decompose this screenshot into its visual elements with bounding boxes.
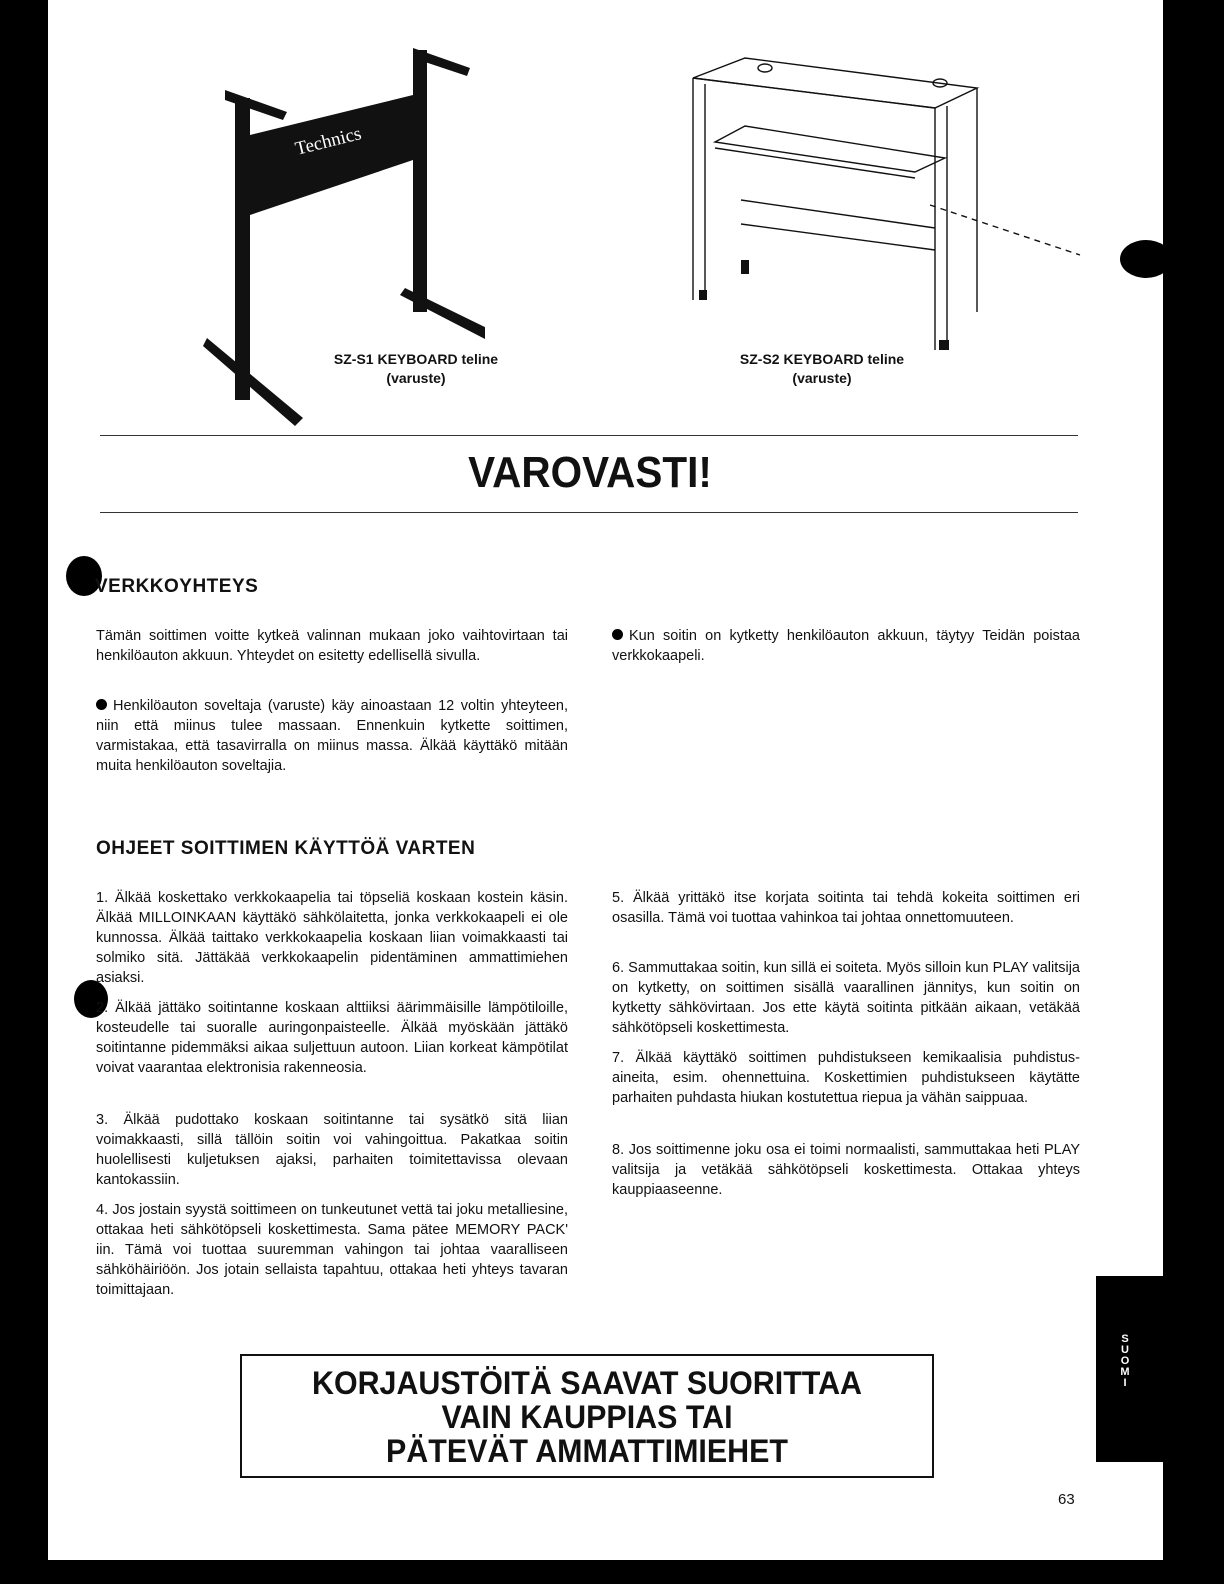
instruction-item-7: 7. Älkää käyttäkö soittimen puhdistukseen kemikaalisia puhdistus-aineita, esim. ohennettuina. Koskettimien puhdistukseen käytätte parhaiten puhdasta hiukan kostutettua riepua ja vähän saippuaa. (612, 1050, 1080, 1106)
sz-s2-caption-sub: (varuste) (792, 370, 852, 386)
scan-edge-left (0, 0, 48, 1584)
notice-line-1: KORJAUSTÖITÄ SAAVAT SUORITTAA (311, 1365, 862, 1401)
section-heading-verkkoyhteys: VERKKOYHTEYS (95, 576, 259, 597)
instruction-item-6: 6. Sammuttakaa soitin, kun sillä ei soiteta. Myös silloin kun PLAY valitsija on kytketty, on soittimen sisällä vaarallinen jännitys, kun soitin on kytketty sähkövirtaan. Jos ette käytä soitinta pitkään aikaan, vetäkää sähkötöpseli koskettimesta. (612, 960, 1080, 1036)
instruction-item-2: 2. Älkää jättäko soitintanne koskaan alttiiksi äärimmäisille lämpötiloille, kosteudelle tai suoralle auringonpaisteelle. Älkää myöskään jättäkö soitintanne pidemmäksi aikaa suljettuun autoon. Liian korkeat kämpötilat voivat vaarantaa elektronisia rakenneosia. (96, 1000, 568, 1076)
sz-s2-stand-illustration (685, 50, 1125, 360)
divider-top (100, 435, 1078, 436)
sz-s2-caption-title: SZ-S2 KEYBOARD teline (739, 351, 905, 367)
language-tab-label: SUOMI (1120, 1333, 1130, 1389)
notice-line-3: PÄTEVÄT AMMATTIMIEHET (386, 1433, 788, 1469)
notice-line-2: VAIN KAUPPIAS TAI (441, 1399, 733, 1435)
instruction-item-3: 3. Älkää pudottako koskaan soitintanne tai sysätkö sitä liian voimakkaasti, sillä tällöin soitin voi vahingoittua. Pakatkaa soitin huolellisesti kuljetuksen ajaksi, parhaiten toimitettavissa olevaan kantokassiin. (96, 1112, 568, 1188)
instruction-item-1: 1. Älkää koskettako verkkokaapelia tai töpseliä koskaan kostein käsin. Älkää MILLOINKAAN käyttäkö sähkölaitetta, jonka verkkokaapeli ei ole kunnossa. Älkää taittako verkkokaapelia koskaan liian voimakkaasti tai solmiko sitä. Jättäkää verkkokaapelin pidentäminen ammattimiehen asiaksi. (96, 890, 568, 986)
divider-bottom (100, 512, 1078, 513)
repair-notice-box (240, 1354, 934, 1478)
section1-right-paragraph-1-text: Kun soitin on kytketty henkilöauton akkuun, täytyy Teidän poistaa verkkokaapeli. (612, 628, 1080, 664)
scan-edge-bottom (0, 1560, 1224, 1584)
sz-s1-caption-title: SZ-S1 KEYBOARD teline (333, 351, 499, 367)
instruction-item-4: 4. Jos jostain syystä soittimeen on tunkeutunet vettä tai joku metalliesine, ottakaa heti sähkötöpseli koskettimesta. Sama pätee MEMORY PACK' iin. Tämä voi tuottaa suuremman vahingon tai johtaa vaaralliseen sähköhäiriöön. Jos jotain sellaista tapahtuu, ottakaa heti yhteys tavaran toimittajaan. (96, 1202, 568, 1298)
sz-s1-caption (306, 350, 526, 388)
bullet-icon (612, 629, 623, 640)
instruction-item-8: 8. Jos soittimenne joku osa ei toimi normaalisti, sammuttakaa heti PLAY valitsija ja vetäkää sähkötöpseli koskettimesta. Ottakaa yhteys kauppiaaseenne. (612, 1142, 1080, 1198)
section1-left-paragraph-2 (96, 696, 568, 776)
section-heading-ohjeet: OHJEET SOITTIMEN KÄYTTÖÄ VARTEN (96, 838, 476, 859)
language-tab (1096, 1276, 1163, 1462)
instruction-item-5: 5. Älkää yrittäkö itse korjata soitinta tai tehdä kokeita soittimen eri osasilla. Tämä voi tuottaa vahinkoa tai johtaa onnettomuuteen. (612, 890, 1080, 926)
section1-left-paragraph-1: Tämän soittimen voitte kytkeä valinnan mukaan joko vaihtovirtaan tai henkilöauton akkuun. Yhteydet on esitetty edellisellä sivulla. (96, 628, 568, 664)
scan-edge-mark-right (1120, 240, 1172, 278)
scan-edge-right (1163, 0, 1224, 1584)
page-number: 63 (1058, 1491, 1075, 1508)
page-title: VAROVASTI! (468, 448, 712, 497)
section1-left-paragraph-2-text: Henkilöauton soveltaja (varuste) käy ainoastaan 12 voltin yhteyteen, niin että miinus tulee massaan. Ennenkuin kytkette soittimen, varmistakaa, että tasavirralla on miinus massa. Älkää käyttäkö mitään muita henkilöauton soveltajia. (96, 698, 568, 774)
sz-s2-caption (712, 350, 932, 388)
technics-logo: Technics (293, 123, 364, 160)
sz-s1-caption-sub: (varuste) (386, 370, 446, 386)
section1-right-paragraph-1 (612, 626, 1080, 666)
bullet-icon (96, 699, 107, 710)
